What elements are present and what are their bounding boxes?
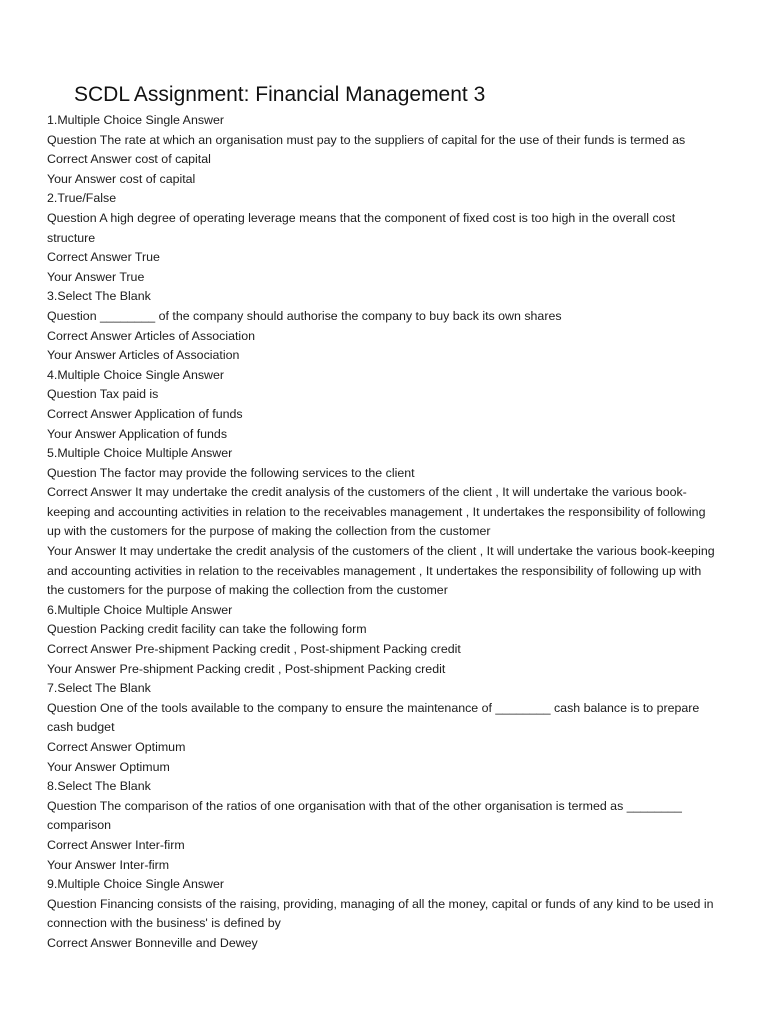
correct-answer: Correct Answer Application of funds (47, 406, 243, 421)
question-text: Question The factor may provide the following services to the client (47, 465, 415, 480)
question-type: 7.Select The Blank (47, 681, 151, 696)
question-block (47, 189, 719, 287)
question-block (47, 679, 719, 777)
question-block (47, 366, 719, 444)
question-text: Question Packing credit facility can take the following form (47, 622, 367, 637)
question-block (47, 875, 719, 953)
your-answer: Your Answer True (47, 269, 145, 284)
question-type: 3.Select The Blank (47, 289, 151, 304)
question-text: Question ________ of the company should authorise the company to buy back its own shares (47, 308, 562, 323)
question-type: 4.Multiple Choice Single Answer (47, 367, 225, 382)
question-block (47, 444, 719, 601)
question-text: Question A high degree of operating leverage means that the component of fixed cost is too high in the overall cost structure (47, 210, 676, 245)
question-type: 9.Multiple Choice Single Answer (47, 877, 225, 892)
correct-answer: Correct Answer Bonneville and Dewey (47, 935, 258, 950)
your-answer: Your Answer cost of capital (47, 171, 196, 186)
correct-answer: Correct Answer It may undertake the credit analysis of the customers of the client , It will undertake the various book-keeping and accounting activities in relation to the receivables management , It undertakes the responsibility of following up with the customers for the purpose of making the collection from the customer (47, 485, 706, 539)
question-block (47, 287, 719, 365)
question-text: Question Tax paid is (47, 387, 159, 402)
correct-answer: Correct Answer Optimum (47, 740, 186, 754)
question-text: Question The rate at which an organisation must pay to the suppliers of capital for the use of their funds is termed as (47, 132, 686, 147)
question-type: 5.Multiple Choice Multiple Answer (47, 446, 233, 461)
correct-answer: Correct Answer True (47, 250, 160, 265)
your-answer: Your Answer Articles of Association (47, 348, 240, 363)
question-block (47, 777, 719, 875)
question-text: Question One of the tools available to the company to ensure the maintenance of ________ cash balance is to prepare cash budget (47, 700, 700, 735)
your-answer: Your Answer Application of funds (47, 426, 228, 441)
question-type: 1.Multiple Choice Single Answer (47, 113, 225, 127)
question-type: 8.Select The Blank (47, 779, 151, 794)
question-text: Question Financing consists of the raising, providing, managing of all the money, capital or funds of any kind to be used in connection with the business' is defined by (47, 896, 714, 931)
document-body (47, 111, 719, 954)
question-type: 6.Multiple Choice Multiple Answer (47, 602, 233, 617)
your-answer: Your Answer Optimum (47, 759, 170, 774)
page-title: SCDL Assignment: Financial Management 3 (74, 83, 486, 106)
your-answer: Your Answer It may undertake the credit analysis of the customers of the client , It will undertake the various book-keeping and accounting activities in relation to the receivables management , It undertakes the responsibility of following up with the customers for the purpose of making the collection from the customer (47, 544, 715, 598)
your-answer: Your Answer Pre-shipment Packing credit , Post-shipment Packing credit (47, 661, 446, 676)
question-block (47, 111, 719, 189)
correct-answer: Correct Answer Pre-shipment Packing credit , Post-shipment Packing credit (47, 642, 461, 657)
correct-answer: Correct Answer Articles of Association (47, 328, 255, 343)
your-answer: Your Answer Inter-firm (47, 857, 170, 872)
question-block (47, 601, 719, 679)
question-type: 2.True/False (47, 191, 117, 206)
correct-answer: Correct Answer cost of capital (47, 152, 211, 167)
question-text: Question The comparison of the ratios of one organisation with that of the other organisation is termed as ________ comparison (47, 798, 682, 833)
correct-answer: Correct Answer Inter-firm (47, 837, 185, 852)
